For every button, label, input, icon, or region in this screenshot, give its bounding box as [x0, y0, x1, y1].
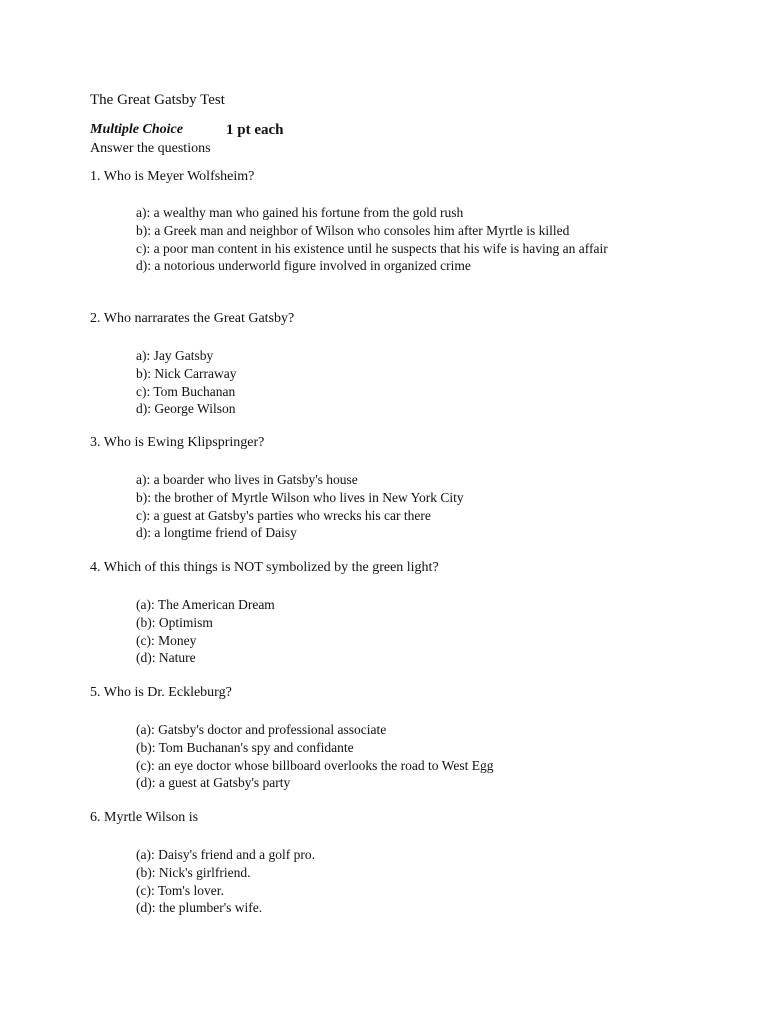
option: (c): an eye doctor whose billboard overlooks the road to West Egg — [136, 757, 494, 773]
question-2-options — [136, 347, 636, 418]
question-1-options — [136, 204, 616, 275]
option: (a): Daisy's friend and a golf pro. — [136, 847, 316, 862]
option: c): a guest at Gatsby's parties who wrecks his car there — [136, 507, 431, 523]
question-6-options — [136, 846, 636, 917]
question-2: 2. Who narrarates the Great Gatsby? — [90, 311, 295, 326]
option: a): a boarder who lives in Gatsby's house — [136, 472, 358, 487]
option: b): Nick Carraway — [136, 365, 237, 381]
option: a): a wealthy man who gained his fortune from the gold rush — [136, 205, 464, 220]
option: (b): Optimism — [136, 614, 213, 630]
option: (c): Tom's lover. — [136, 882, 224, 898]
option: (d): a guest at Gatsby's party — [136, 775, 291, 791]
document-title: The Great Gatsby Test — [90, 92, 225, 108]
option: b): the brother of Myrtle Wilson who lives in New York City — [136, 489, 464, 505]
option: (a): The American Dream — [136, 597, 275, 612]
option: c): a poor man content in his existence until he suspects that his wife is having an affair — [136, 240, 608, 256]
question-3: 3. Who is Ewing Klipspringer? — [90, 435, 265, 450]
question-5-options — [136, 721, 636, 792]
option: d): George Wilson — [136, 401, 236, 417]
option: b): a Greek man and neighbor of Wilson who consoles him after Myrtle is killed — [136, 222, 570, 238]
question-6: 6. Myrtle Wilson is — [90, 810, 199, 825]
option: (c): Money — [136, 632, 197, 648]
option: a): Jay Gatsby — [136, 348, 214, 363]
question-3-options — [136, 471, 636, 542]
option: d): a longtime friend of Daisy — [136, 525, 297, 541]
question-4-options — [136, 596, 636, 667]
option: c): Tom Buchanan — [136, 383, 236, 399]
option: d): a notorious underworld figure involved in organized crime — [136, 258, 471, 274]
option: (d): the plumber's wife. — [136, 900, 263, 916]
question-1: 1. Who is Meyer Wolfsheim? — [90, 169, 255, 184]
section-points: 1 pt each — [226, 122, 284, 138]
section-heading — [90, 122, 284, 138]
question-5: 5. Who is Dr. Eckleburg? — [90, 685, 232, 700]
option: (a): Gatsby's doctor and professional associate — [136, 722, 387, 737]
option: (d): Nature — [136, 650, 196, 666]
instructions: Answer the questions — [90, 141, 211, 156]
option: (b): Tom Buchanan's spy and confidante — [136, 739, 354, 755]
section-label: Multiple Choice — [90, 122, 183, 137]
option: (b): Nick's girlfriend. — [136, 864, 251, 880]
question-4: 4. Which of this things is NOT symbolized by the green light? — [90, 560, 439, 575]
